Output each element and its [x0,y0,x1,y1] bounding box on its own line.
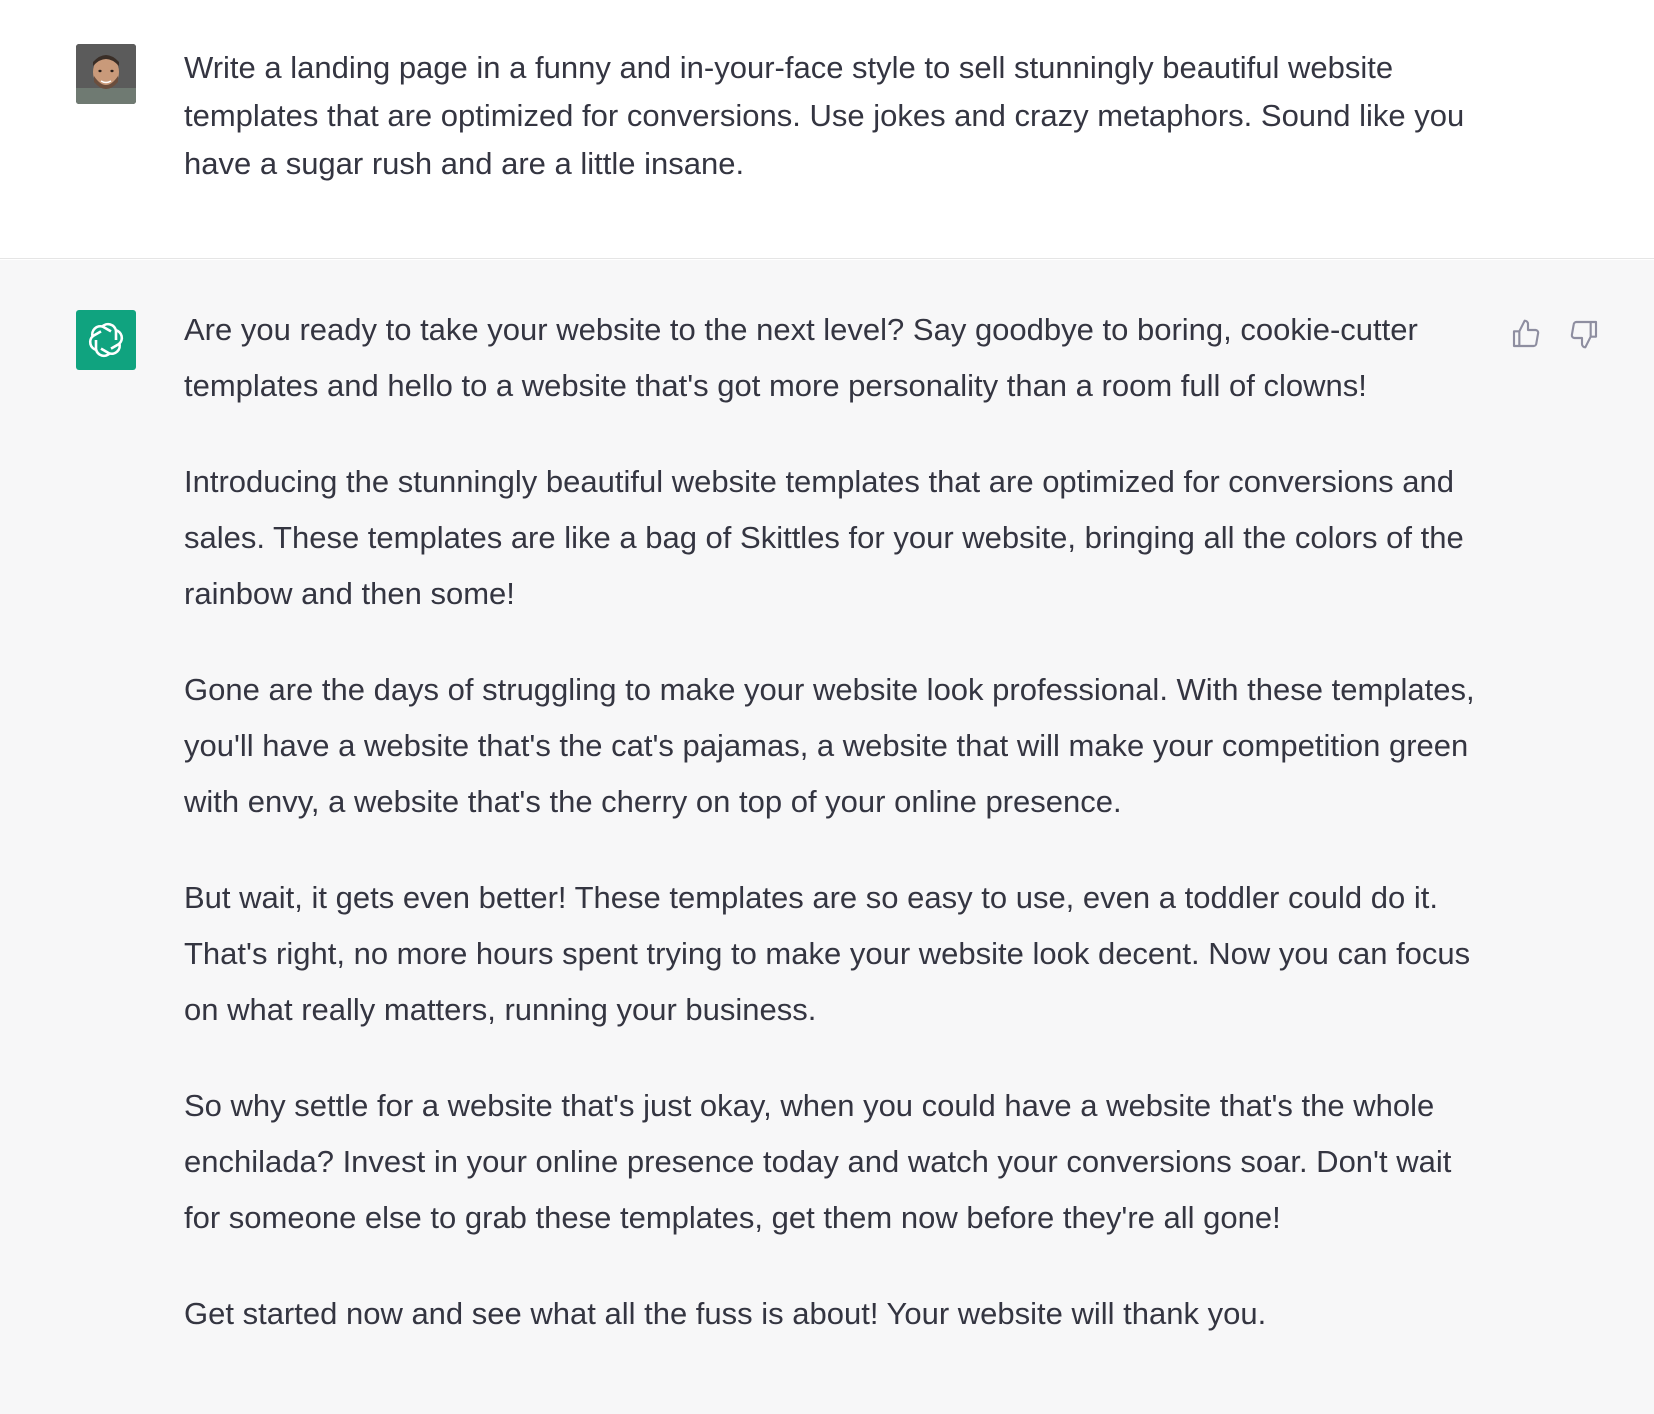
feedback-buttons [1508,316,1602,352]
assistant-avatar [76,310,136,370]
openai-logo-icon [86,320,126,360]
assistant-paragraph: Introducing the stunningly beautiful website templates that are optimized for conversions and sales. These templates are like a bag of Skittles for your website, bringing all the colors of the rainbow and then some! [184,464,1464,611]
assistant-paragraph: Gone are the days of struggling to make your website look professional. With these templates, you'll have a website that's the cat's pajamas, a website that will make your competition green with envy, a website that's the cherry on top of your online presence. [184,672,1475,819]
user-message-text: Write a landing page in a funny and in-your-face style to sell stunningly beautiful website templates that are optimized for conversions. Use jokes and crazy metaphors. Sound like you have a sugar rush and are a little insane. [184,50,1465,181]
thumbs-down-icon [1568,318,1600,350]
thumbs-up-icon [1510,318,1542,350]
user-avatar [76,44,136,104]
assistant-paragraph: Are you ready to take your website to the next level? Say goodbye to boring, cookie-cutter templates and hello to a website that's got more personality than a room full of clowns! [184,312,1418,403]
thumbs-down-button[interactable] [1566,316,1602,352]
assistant-paragraph: But wait, it gets even better! These templates are so easy to use, even a toddler could do it. That's right, no more hours spent trying to make your website look decent. Now you can focus on what really matters, running your business. [184,880,1471,1027]
assistant-paragraph: Get started now and see what all the fuss is about! Your website will thank you. [184,1296,1267,1331]
thumbs-up-button[interactable] [1508,316,1544,352]
assistant-paragraph: So why settle for a website that's just okay, when you could have a website that's the whole enchilada? Invest in your online presence today and watch your conversions soar. Don't wait for someone else to grab these templates, get them now before they're all gone! [184,1088,1452,1235]
assistant-message [0,260,1654,1414]
user-message [0,0,1654,259]
user-avatar-photo [76,44,136,104]
assistant-message-body [184,302,1484,1382]
